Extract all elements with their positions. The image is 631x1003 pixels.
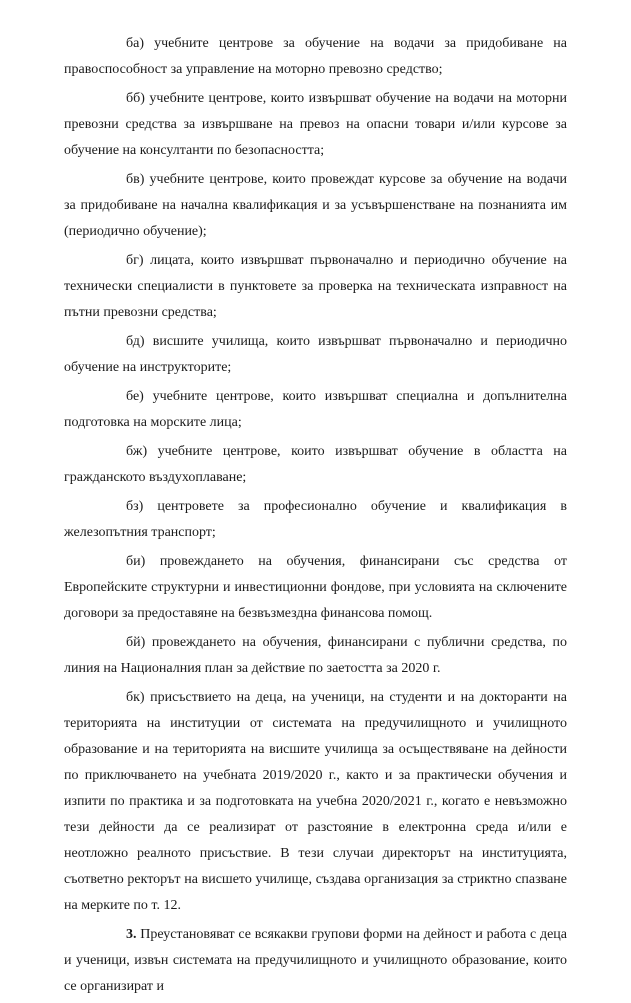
paragraph-bz: бз) центровете за професионално обучение и квалификация в железопътния транспорт; — [64, 499, 567, 540]
paragraph-bzh: бж) учебните центрове, които извършват обучение в областта на гражданското въздухоплаване; — [64, 444, 567, 485]
paragraph-bi: би) провеждането на обучения, финансирани със средства от Европейските структурни и инвестиционни фондове, при условията на сключените договори за предоставяне на безвъзмездна финансова помощ. — [64, 554, 567, 621]
paragraph-bv: бв) учебните центрове, които провеждат курсове за обучение на водачи за придобиване на начална квалификация и за усъвършенстване на познанията им (периодично обучение); — [64, 172, 567, 239]
paragraph-bj: бй) провеждането на обучения, финансирани с публични средства, по линия на Националния план за действие по заетостта за 2020 г. — [64, 635, 567, 676]
paragraph-bk: бк) присъствието на деца, на ученици, на студенти и на докторанти на територията на институции от системата на предучилищното и училищното образование и на територията на висшите училища за осъществяване на дейности по приключването на учебната 2019/2020 г., както и за практически обучения и изпити по практика и за подготовката на учебна 2020/2021 г., когато е невъзможно тези дейности да се реализират от разстояние в електронна среда и/или е неотложно реалното присъствие. В тези случаи директорът на институцията, съответно ректорът на висшето училище, създава организация за стриктно спазване на мерките по т. 12. — [64, 690, 567, 913]
point-text: Преустановяват се всякакви групови форми на дейност и работа с деца и ученици, извън системата на предучилищното и училищното образование, които се организират и — [64, 927, 567, 994]
point-number: 3. — [126, 927, 137, 942]
paragraph-be: бе) учебните центрове, които извършват специална и допълнителна подготовка на морските лица; — [64, 389, 567, 430]
paragraph-bb: бб) учебните центрове, които извършват обучение на водачи на моторни превозни средства за извършване на превоз на опасни товари и/или курсове за обучение на консултанти по безопасността; — [64, 91, 567, 158]
paragraph-ba: ба) учебните центрове за обучение на водачи за придобиване на правоспособност за управление на моторно превозно средство; — [64, 36, 567, 77]
paragraph-bd: бд) висшите училища, които извършват първоначално и периодично обучение на инструкторите; — [64, 334, 567, 375]
paragraph-bg: бг) лицата, които извършват първоначално и периодично обучение на технически специалисти в пунктовете за проверка на техническата изправност на пътни превозни средства; — [64, 253, 567, 320]
document-body — [64, 31, 567, 1003]
paragraph-point-3 — [64, 922, 567, 1000]
